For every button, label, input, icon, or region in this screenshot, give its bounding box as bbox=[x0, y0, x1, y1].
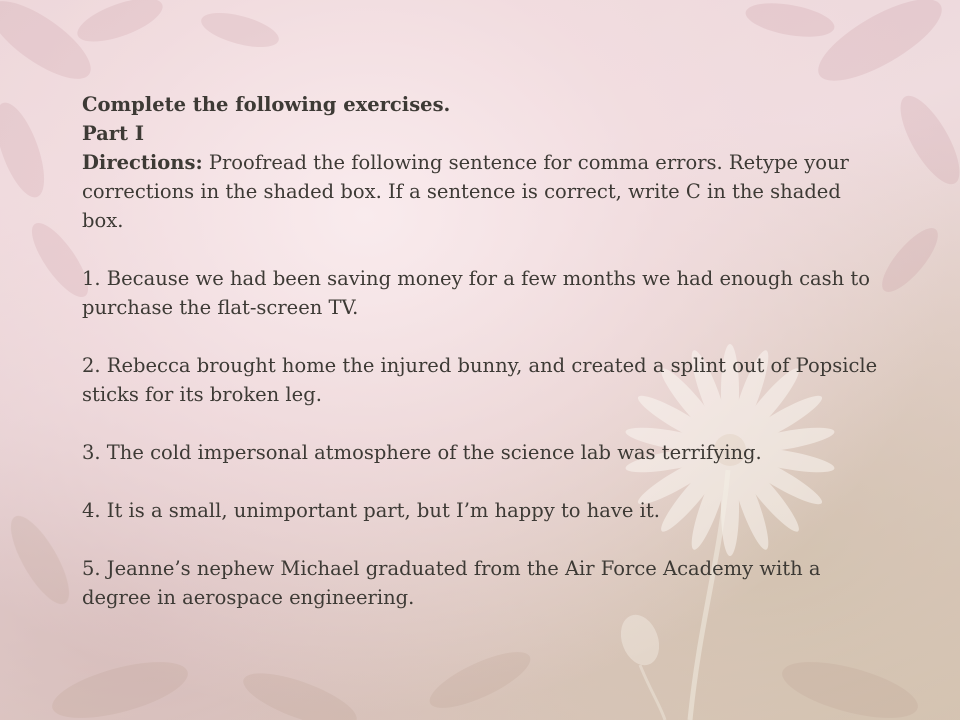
exercise-text bbox=[82, 90, 882, 612]
directions-text: Proofread the following sentence for comma errors. Retype your corrections in the shaded box. If a sentence is correct, write C in the shaded box. bbox=[82, 151, 849, 232]
exercise-item-2: 2. Rebecca brought home the injured bunny, and created a splint out of Popsicle sticks for its broken leg. bbox=[82, 354, 878, 406]
exercise-item-3: 3. The cold impersonal atmosphere of the science lab was terrifying. bbox=[82, 441, 762, 464]
exercise-item-4: 4. It is a small, unimportant part, but I’m happy to have it. bbox=[82, 499, 660, 522]
directions-label: Directions: bbox=[82, 151, 203, 174]
directions bbox=[82, 148, 882, 235]
exercise-item-5: 5. Jeanne’s nephew Michael graduated from the Air Force Academy with a degree in aerospace engineering. bbox=[82, 557, 821, 609]
heading: Complete the following exercises. bbox=[82, 93, 451, 116]
exercise-item-1: 1. Because we had been saving money for a few months we had enough cash to purchase the flat-screen TV. bbox=[82, 267, 870, 319]
part-label: Part I bbox=[82, 122, 144, 145]
